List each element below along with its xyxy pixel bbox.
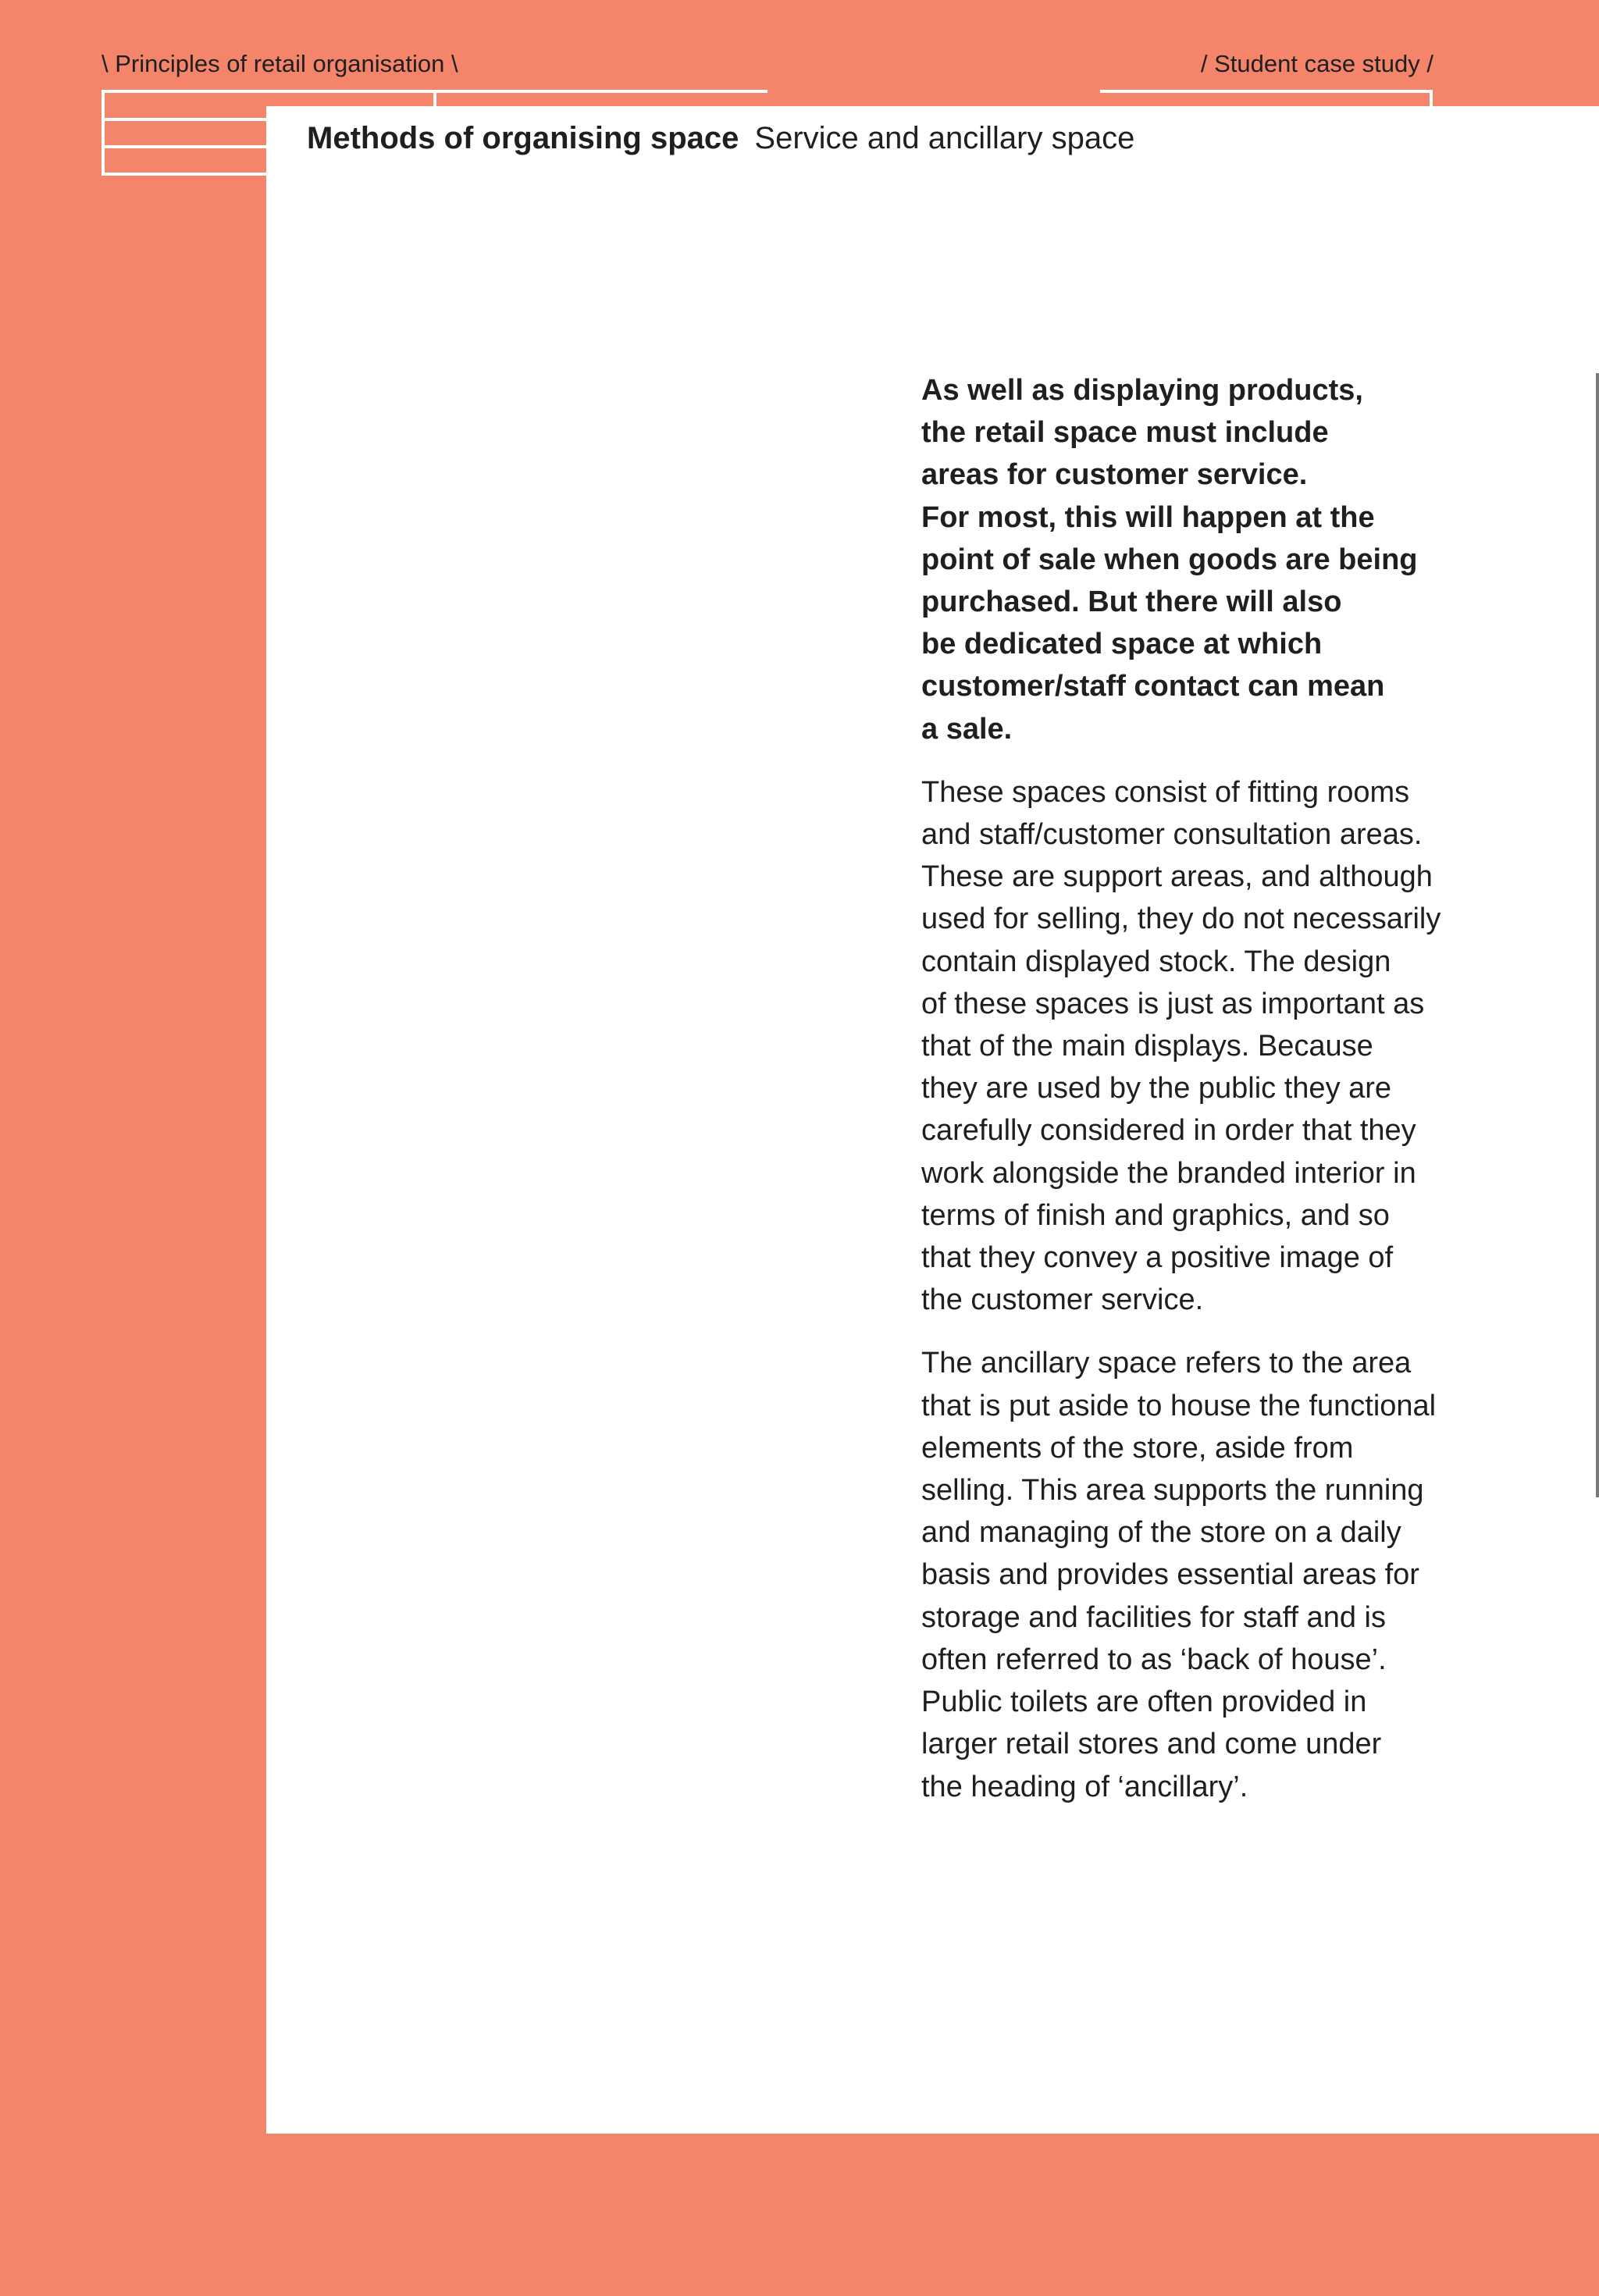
body-line: larger retail stores and come under (921, 1728, 1382, 1761)
body-line: of these spaces is just as important as (921, 987, 1425, 1020)
body-line: elements of the store, aside from (921, 1431, 1354, 1465)
running-head-chapter: \ Principles of retail organisation \ (101, 50, 458, 77)
lead-line: a sale. (921, 712, 1013, 746)
lead-paragraph (921, 369, 1468, 750)
lead-line: the retail space must include (921, 416, 1329, 450)
body-line: These are support areas, and although (921, 860, 1433, 894)
lead-line: For most, this will happen at the (921, 500, 1375, 534)
body-line: contain displayed stock. The design (921, 945, 1391, 978)
body-line: These spaces consist of fitting rooms (921, 775, 1410, 809)
article-body (921, 369, 1468, 1829)
body-line: and staff/customer consultation areas. (921, 818, 1423, 852)
body-line: that is put aside to house the functional (921, 1389, 1437, 1422)
body-line: work alongside the branded interior in (921, 1156, 1416, 1190)
section-title: Methods of organising space (307, 121, 739, 155)
lead-line: areas for customer service. (921, 458, 1308, 492)
grid-line-row-2 (101, 145, 268, 148)
body-line: and managing of the store on a daily (921, 1516, 1401, 1550)
section-heading (307, 118, 1134, 158)
body-line: that they convey a positive image of (921, 1241, 1394, 1275)
grid-line-left (101, 90, 105, 176)
body-paragraph-service (921, 771, 1468, 1322)
body-line: the heading of ‘ancillary’. (921, 1770, 1248, 1803)
grid-line-row-1 (101, 118, 268, 121)
body-line: used for selling, they do not necessarily (921, 902, 1441, 936)
lead-line: As well as displaying products, (921, 374, 1363, 407)
body-line: that of the main displays. Because (921, 1030, 1373, 1063)
grid-line-divider-1 (433, 90, 436, 106)
body-line: storage and facilities for staff and is (921, 1600, 1386, 1634)
body-line: the customer service. (921, 1283, 1204, 1317)
lead-line: be dedicated space at which (921, 628, 1323, 661)
body-paragraph-ancillary (921, 1342, 1468, 1807)
body-line: The ancillary space refers to the area (921, 1347, 1412, 1380)
page-edge-line (1596, 373, 1599, 1497)
body-line: Public toilets are often provided in (921, 1686, 1367, 1719)
grid-line-bottom (101, 173, 268, 176)
lead-line: purchased. But there will also (921, 586, 1342, 619)
running-head-section: / Student case study / (1200, 50, 1433, 77)
body-line: they are used by the public they are (921, 1072, 1392, 1105)
body-line: terms of finish and graphics, and so (921, 1198, 1390, 1232)
grid-line-right (1430, 90, 1433, 106)
lead-line: customer/staff contact can mean (921, 670, 1385, 703)
section-subtitle: Service and ancillary space (754, 121, 1135, 155)
body-line: basis and provides essential areas for (921, 1558, 1419, 1592)
body-line: often referred to as ‘back of house’. (921, 1643, 1387, 1676)
grid-line-top-b (1100, 90, 1433, 93)
body-line: carefully considered in order that they (921, 1114, 1416, 1148)
lead-line: point of sale when goods are being (921, 543, 1418, 576)
body-line: selling. This area supports the running (921, 1474, 1424, 1508)
